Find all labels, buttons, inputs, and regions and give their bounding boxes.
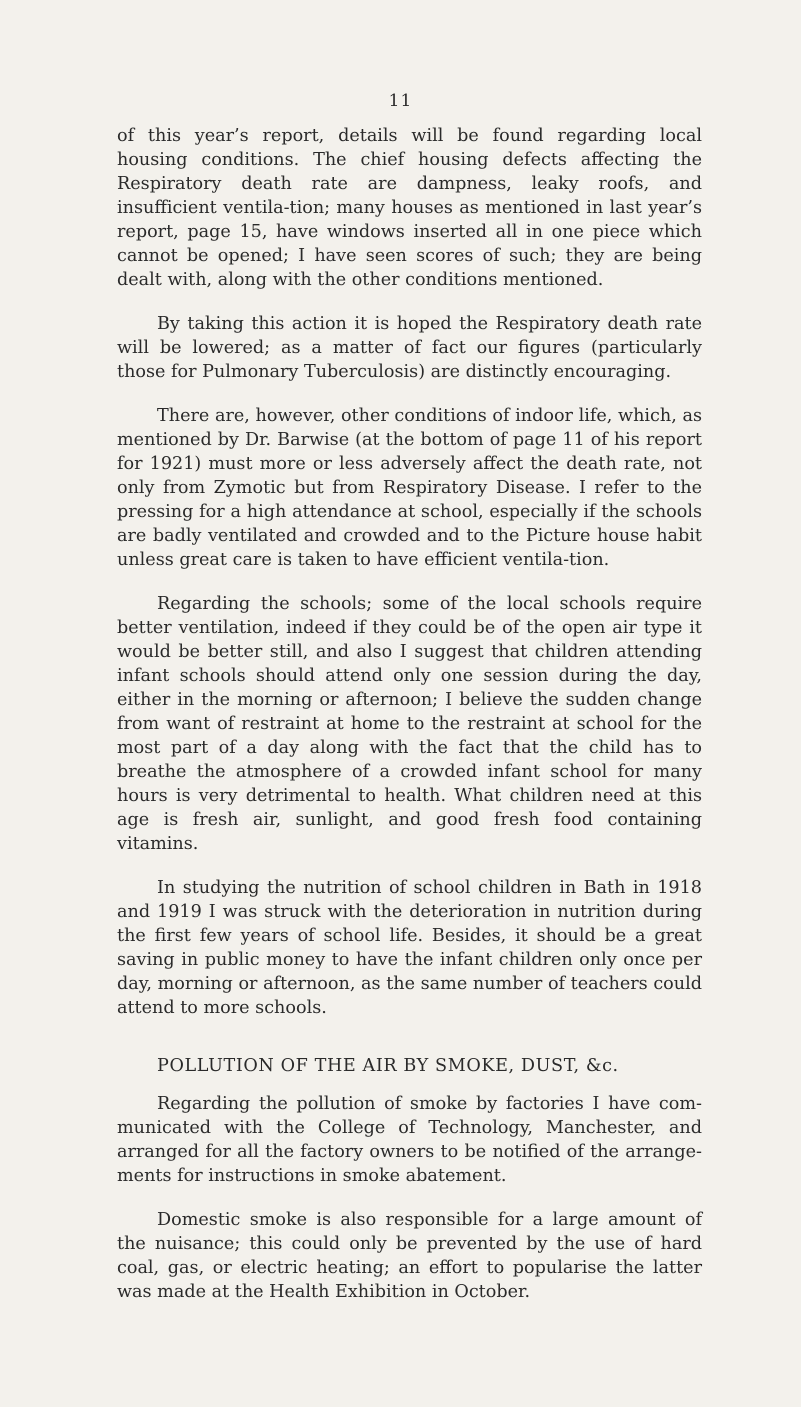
paragraph-housing-conditions: of this year’s report, details will be found regarding local housing conditions. The chief housing defects affecting the Respiratory death rate are dampness, leaky roofs, and insufficient ventila-tion; many houses as mentioned in last year’s report, page 15, have windows inserted all in one piece which cannot be opened; I have seen scores of such; they are being dealt with, along with the other conditions mentioned.: [117, 126, 702, 290]
paragraph-indoor-life-conditions: There are, however, other conditions of indoor life, which, as mentioned by Dr. Barwise (at the bottom of page 11 of his report for 1921) must more or less adversely affect the death rate, not only from Zymotic but from Respiratory Disease. I refer to the pressing for a high attendance at school, especially if the schools are badly ventilated and crowded and to the Picture house habit unless great care is taken to have efficient ventila-tion.: [117, 406, 702, 570]
paragraph-factory-smoke: Regarding the pollution of smoke by factories I have com-municated with the College of Technology, Manchester, and arranged for all the factory owners to be notified of the arrange-ments for instructions in smoke abatement.: [117, 1094, 702, 1186]
paragraph-schools-ventilation: Regarding the schools; some of the local schools require better ventilation, indeed if they could be of the open air type it would be better still, and also I suggest that children attending infant schools should attend only one session during the day, either in the morning or afternoon; I believe the sudden change from want of restraint at home to the restraint at school for the most part of a day along with the fact that the child has to breathe the atmosphere of a crowded infant school for many hours is very detrimental to health. What children need at this age is fresh air, sunlight, and good fresh food containing vitamins.: [117, 594, 702, 854]
paragraph-respiratory-death-rate: By taking this action it is hoped the Respiratory death rate will be lowered; as a matter of fact our figures (particularly those for Pulmonary Tuberculosis) are distinctly encouraging.: [117, 314, 702, 382]
page-number: 11: [388, 91, 413, 111]
paragraph-school-nutrition: In studying the nutrition of school children in Bath in 1918 and 1919 I was struck with the deterioration in nutrition during the first few years of school life. Besides, it should be a great saving in public money to have the infant children only once per day, morning or afternoon, as the same number of teachers could attend to more schools.: [117, 878, 702, 1018]
page-body: [117, 124, 702, 1324]
section-heading-air-pollution: POLLUTION OF THE AIR BY SMOKE, DUST, &c.: [157, 1056, 619, 1076]
paragraph-domestic-smoke: Domestic smoke is also responsible for a large amount of the nuisance; this could only be prevented by the use of hard coal, gas, or electric heating; an effort to popularise the latter was made at the Health Exhibition in October.: [117, 1210, 702, 1302]
